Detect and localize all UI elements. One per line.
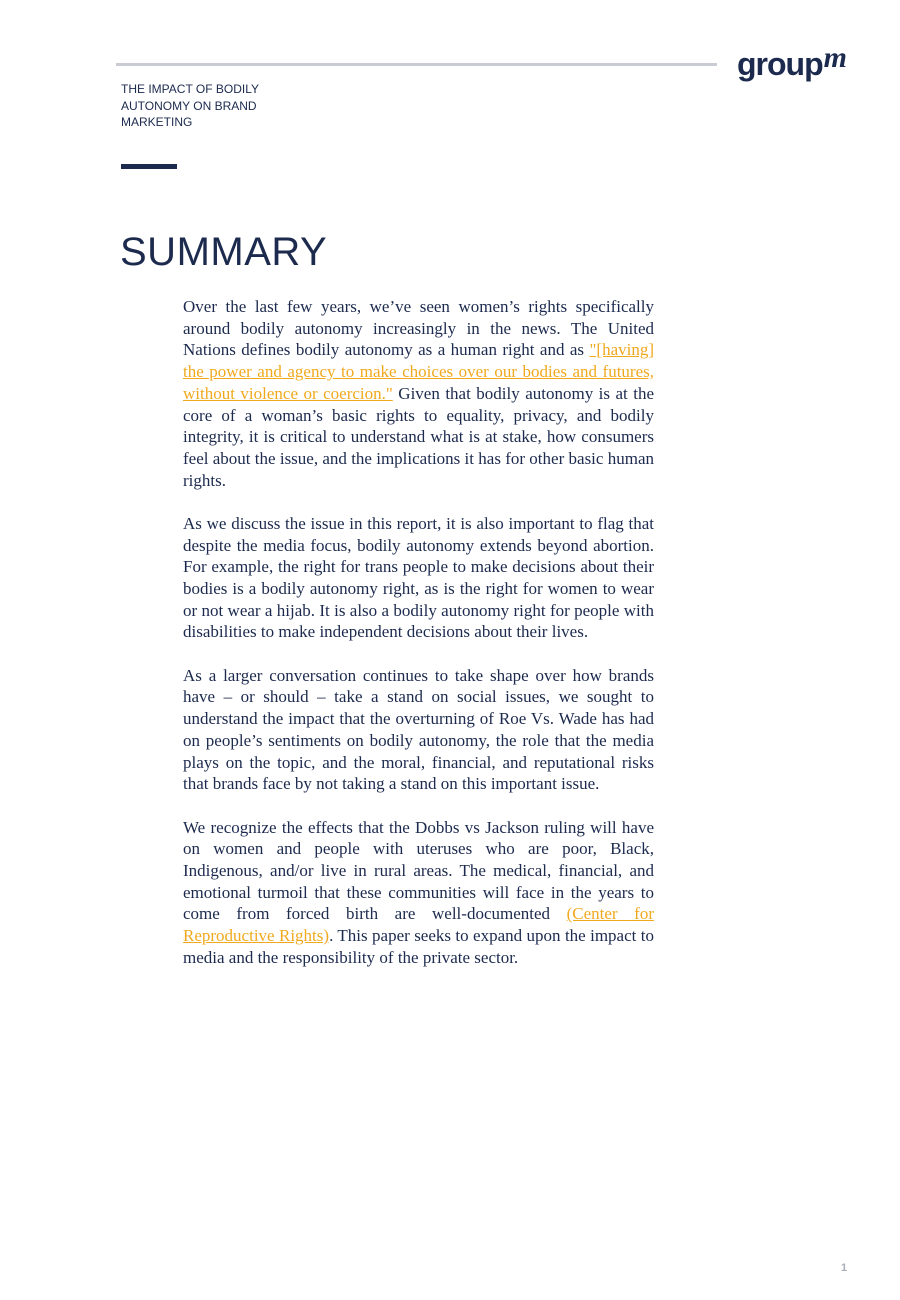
header-rule [116, 63, 717, 66]
paragraph-1 [183, 296, 654, 491]
label-accent-bar [121, 164, 177, 169]
page-title: SUMMARY [120, 230, 328, 274]
center-for-reproductive-rights-link[interactable]: (Center for Reproductive Rights) [183, 904, 654, 946]
logo-mark: m [823, 41, 846, 74]
page-number: 1 [840, 1262, 848, 1274]
paragraph-4-text-after: . This paper seeks to expand upon the impact to media and the responsibility of the private sector. [183, 926, 654, 967]
paragraph-1-text-before: Over the last few years, we’ve seen women’s rights specifically around bodily autonomy increasingly in the news. The United Nations defines bodily autonomy as a human right and as [183, 297, 654, 360]
paragraph-1-text-after: Given that bodily autonomy is at the core of a woman’s basic rights to equality, privacy, and bodily integrity, it is critical to understand what is at stake, how consumers feel about the issue, and the implications it has for other basic human rights. [183, 383, 654, 490]
paragraph-4 [183, 817, 654, 969]
summary-body [183, 296, 654, 990]
paragraph-4-text-before: We recognize the effects that the Dobbs vs Jackson ruling will have on women and people with uteruses who are poor, Black, Indigenous, and/or live in rural areas. The medical, financial, and emotional turmoil that these communities will face in the years to come from forced birth are well-documented [183, 817, 654, 924]
paragraph-3: As a larger conversation continues to take shape over how brands have – or should – take a stand on social issues, we sought to understand the impact that the overturning of Roe Vs. Wade has had on people’s sentiments on bodily autonomy, the role that the media plays on the topic, and the moral, financial, and reputational risks that brands face by not taking a stand on this important issue. [183, 665, 654, 794]
groupm-logo [737, 41, 846, 86]
paragraph-2: As we discuss the issue in this report, it is also important to flag that despite the media focus, bodily autonomy extends beyond abortion. For example, the right for trans people to make decisions about their bodies is a bodily autonomy right, as is the right for women to wear or not wear a hijab. It is also a bodily autonomy right for people with disabilities to make independent decisions about their lives. [183, 513, 654, 642]
un-definition-link[interactable]: "[having] the power and agency to make choices over our bodies and futures, without violence or coercion." [183, 340, 654, 403]
logo-text: group [737, 46, 823, 82]
report-label: THE IMPACT OF BODILY AUTONOMY ON BRAND MARKETING [121, 82, 259, 130]
